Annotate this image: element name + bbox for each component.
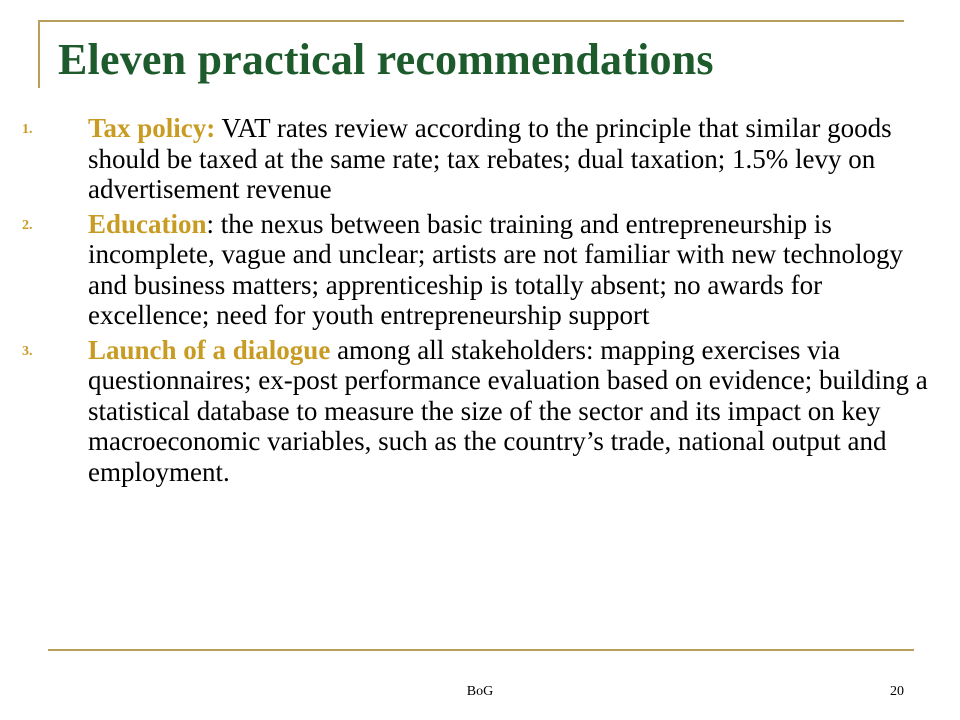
item-lead: Tax policy:: [88, 113, 216, 143]
item-text-wrap: [88, 335, 947, 488]
recommendation-item: [22, 209, 947, 331]
frame-left-rule: [38, 20, 40, 88]
item-body: among all stakeholders: mapping exercises via questionnaires; ex-post performance evaluation based on evidence; building a statistical database to measure the size of the sector and its impact on key macroeconomic variables, such as the country’s trade, national output and employment.: [88, 334, 928, 487]
frame-top-rule: [38, 20, 904, 22]
footer-label: BoG: [466, 684, 494, 699]
item-lead: Launch of a dialogue: [88, 334, 331, 365]
page-number: 20: [890, 684, 904, 699]
item-text-wrap: [88, 113, 947, 205]
slide-title: Eleven practical recommendations: [58, 35, 714, 84]
item-number: 1.: [22, 122, 33, 137]
footer-rule: [48, 649, 914, 651]
item-number: 2.: [22, 217, 33, 233]
item-text-wrap: [88, 209, 947, 331]
recommendation-item: [22, 113, 947, 205]
recommendation-item: [22, 335, 947, 488]
recommendation-list: [22, 113, 947, 491]
item-body: : the nexus between basic training and entrepreneurship is incomplete, vague and unclear; artists are not familiar with new technology and business matters; apprenticeship is totally absent; no awards for excellence; need for youth entrepreneurship support: [88, 208, 903, 330]
item-number: 3.: [22, 343, 33, 359]
item-lead: Education: [88, 208, 207, 239]
item-body: VAT rates review according to the principle that similar goods should be taxed at the same rate; tax rebates; dual taxation; 1.5% levy on advertisement revenue: [88, 113, 892, 204]
